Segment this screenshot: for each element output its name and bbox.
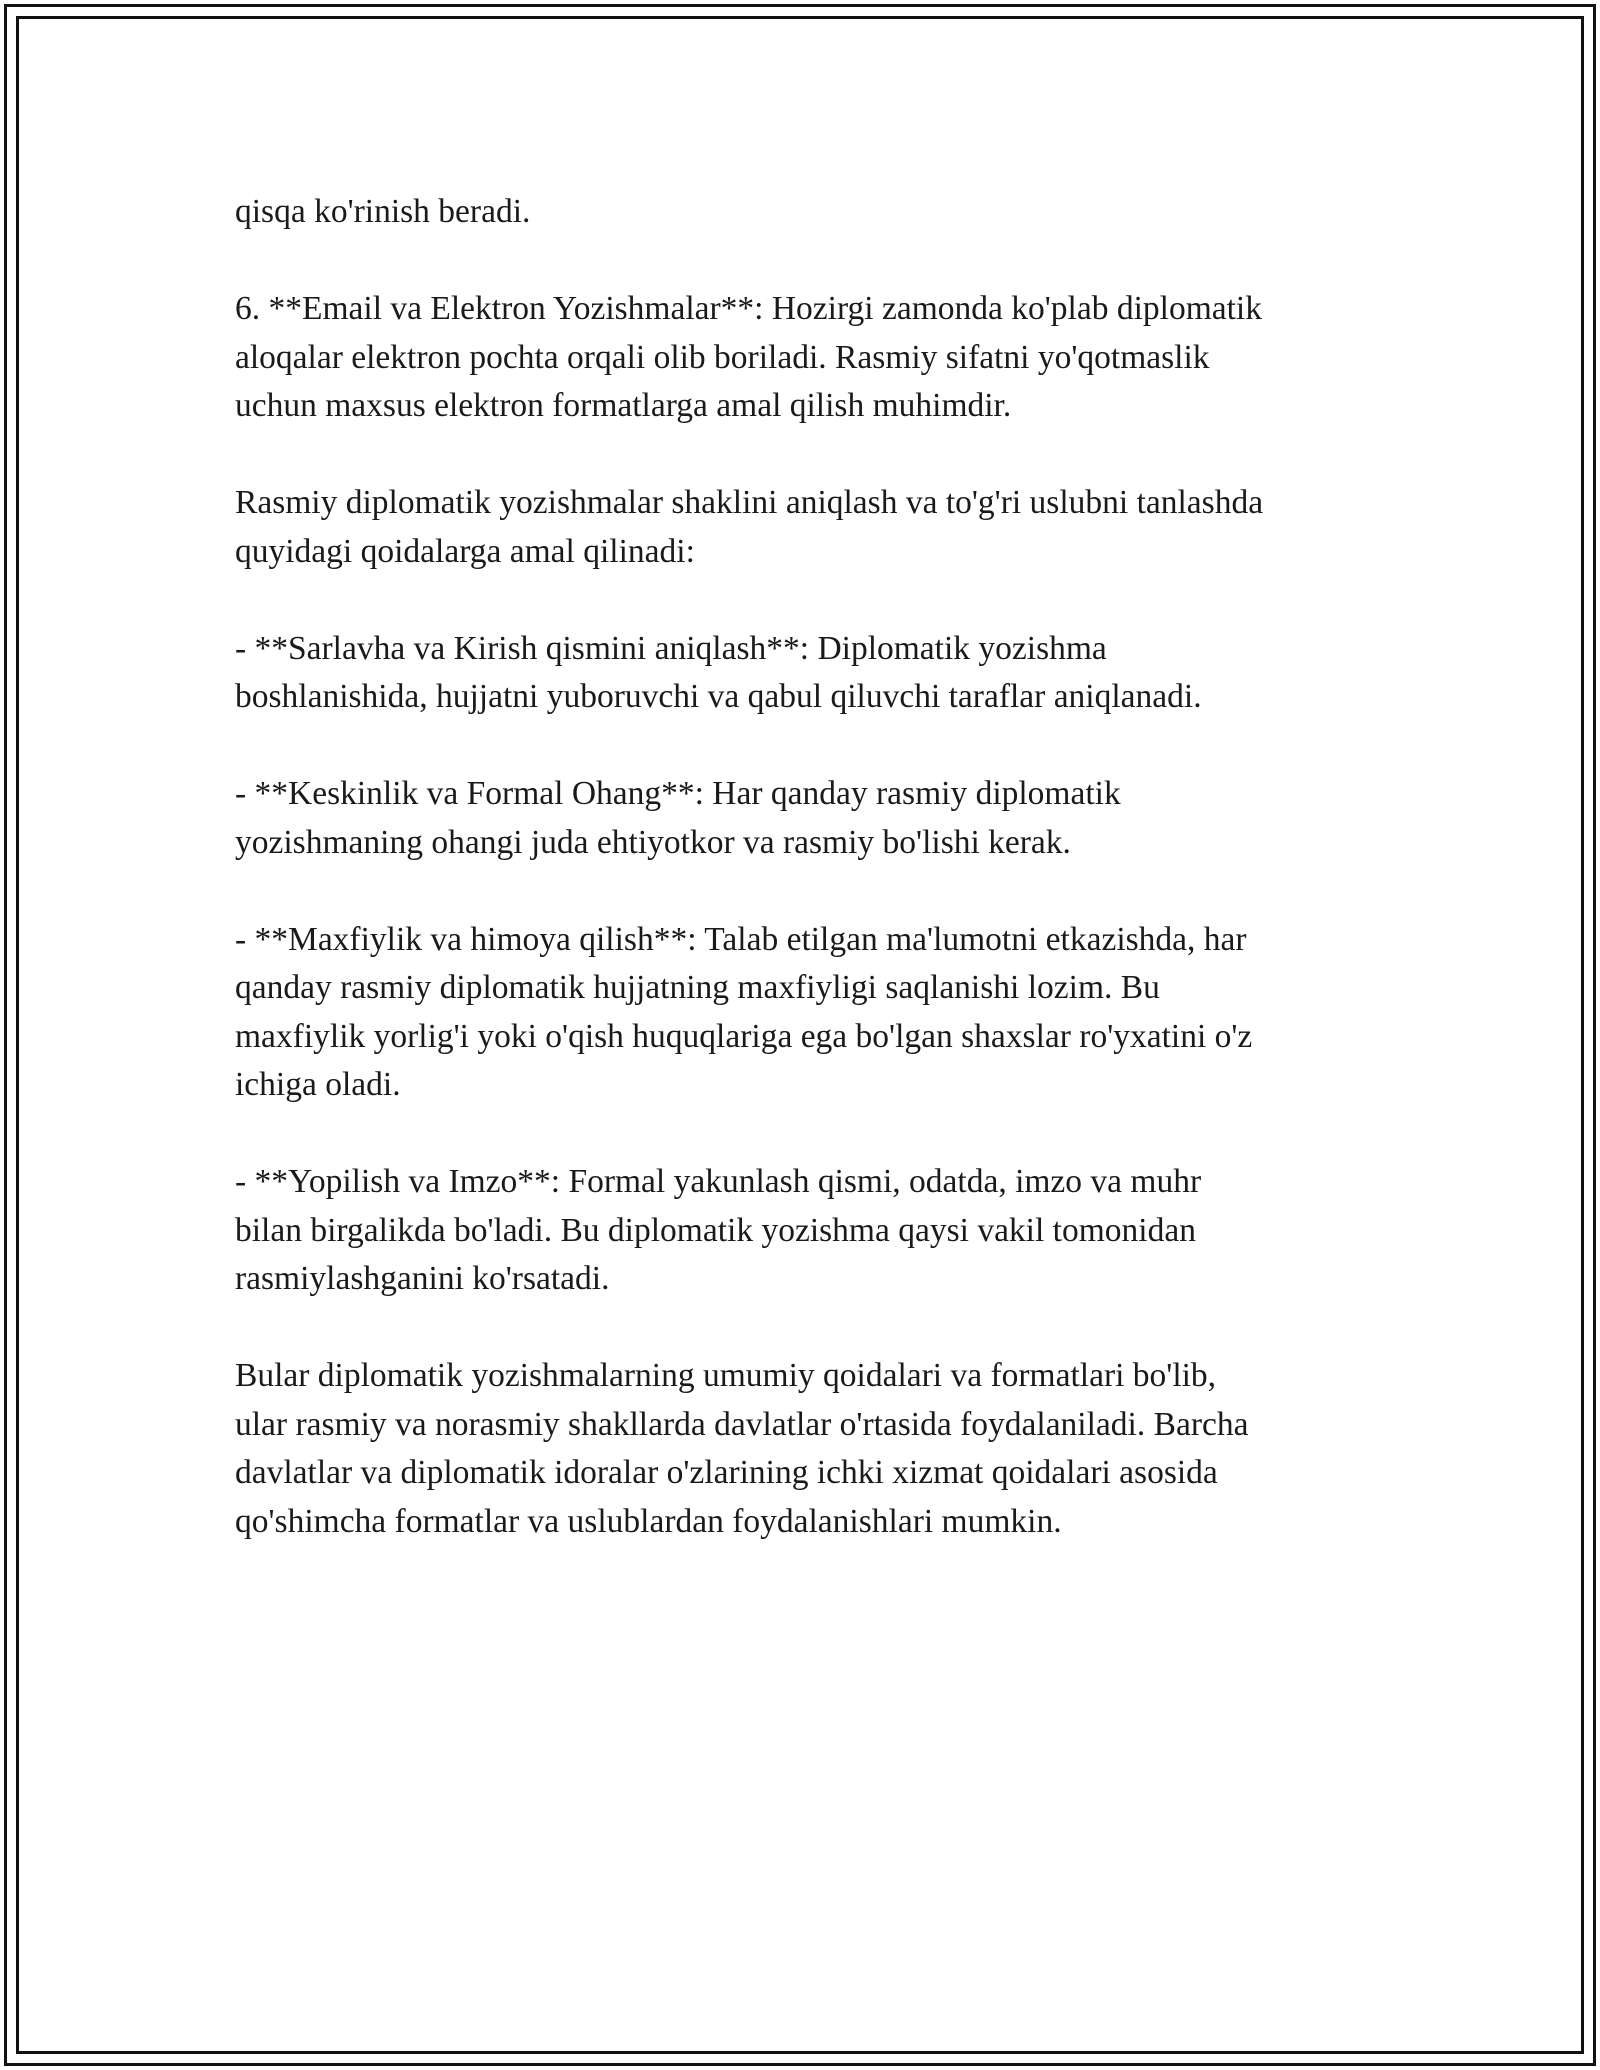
list-item-closing — [235, 1158, 1375, 1304]
text-line: boshlanishida, hujjatni yuboruvchi va qabul qiluvchi taraflar aniqlanadi. — [235, 678, 1202, 715]
text-line: maxfiylik yorlig'i yoki o'qish huquqlariga ega bo'lgan shaxslar ro'yxatini o'z — [235, 1017, 1253, 1055]
list-item-confidentiality — [235, 916, 1375, 1110]
text-line: Rasmiy diplomatik yozishmalar shaklini aniqlash va to'g'ri uslubni tanlashda — [235, 484, 1264, 521]
text-line: - **Maxfiylik va himoya qilish**: Talab etilgan ma'lumotni etkazishda, har — [235, 920, 1247, 958]
text-line: - **Sarlavha va Kirish qismini aniqlash**: Diplomatik yozishma — [235, 629, 1107, 667]
text-line: rasmiylashganini ko'rsatadi. — [235, 1260, 610, 1297]
text-line: Bular diplomatik yozishmalarning umumiy qoidalari va formatlari bo'lib, — [235, 1357, 1217, 1394]
document-body — [235, 188, 1375, 1595]
list-item-heading — [235, 625, 1375, 722]
text-line: davlatlar va diplomatik idoralar o'zlarining ichki xizmat qoidalari asosida — [235, 1454, 1218, 1491]
text-line: qisqa ko'rinish beradi. — [235, 193, 531, 230]
text-line: - **Keskinlik va Formal Ohang**: Har qanday rasmiy diplomatik — [235, 775, 1121, 812]
text-line: aloqalar elektron pochta orqali olib boriladi. Rasmiy sifatni yo'qotmaslik — [235, 338, 1210, 376]
text-line: bilan birgalikda bo'ladi. Bu diplomatik yozishma qaysi vakil tomonidan — [235, 1211, 1196, 1249]
text-line: ichiga oladi. — [235, 1066, 401, 1103]
paragraph-conclusion — [235, 1352, 1375, 1546]
text-line: uchun maxsus elektron formatlarga amal qilish muhimdir. — [235, 387, 1012, 424]
paragraph-email — [235, 285, 1375, 431]
text-line: ular rasmiy va norasmiy shakllarda davlatlar o'rtasida foydalaniladi. Barcha — [235, 1405, 1249, 1443]
list-item-tone — [235, 770, 1375, 867]
text-line: 6. **Email va Elektron Yozishmalar**: Hozirgi zamonda ko'plab diplomatik — [235, 290, 1262, 327]
paragraph-continuation — [235, 188, 1375, 237]
text-line: - **Yopilish va Imzo**: Formal yakunlash qismi, odatda, imzo va muhr — [235, 1163, 1202, 1200]
text-line: qo'shimcha formatlar va uslublardan foydalanishlari mumkin. — [235, 1502, 1062, 1540]
text-line: quyidagi qoidalarga amal qilinadi: — [235, 532, 695, 570]
paragraph-rules-intro — [235, 479, 1375, 576]
text-line: yozishmaning ohangi juda ehtiyotkor va rasmiy bo'lishi kerak. — [235, 823, 1071, 861]
text-line: qanday rasmiy diplomatik hujjatning maxfiyligi saqlanishi lozim. Bu — [235, 969, 1160, 1006]
